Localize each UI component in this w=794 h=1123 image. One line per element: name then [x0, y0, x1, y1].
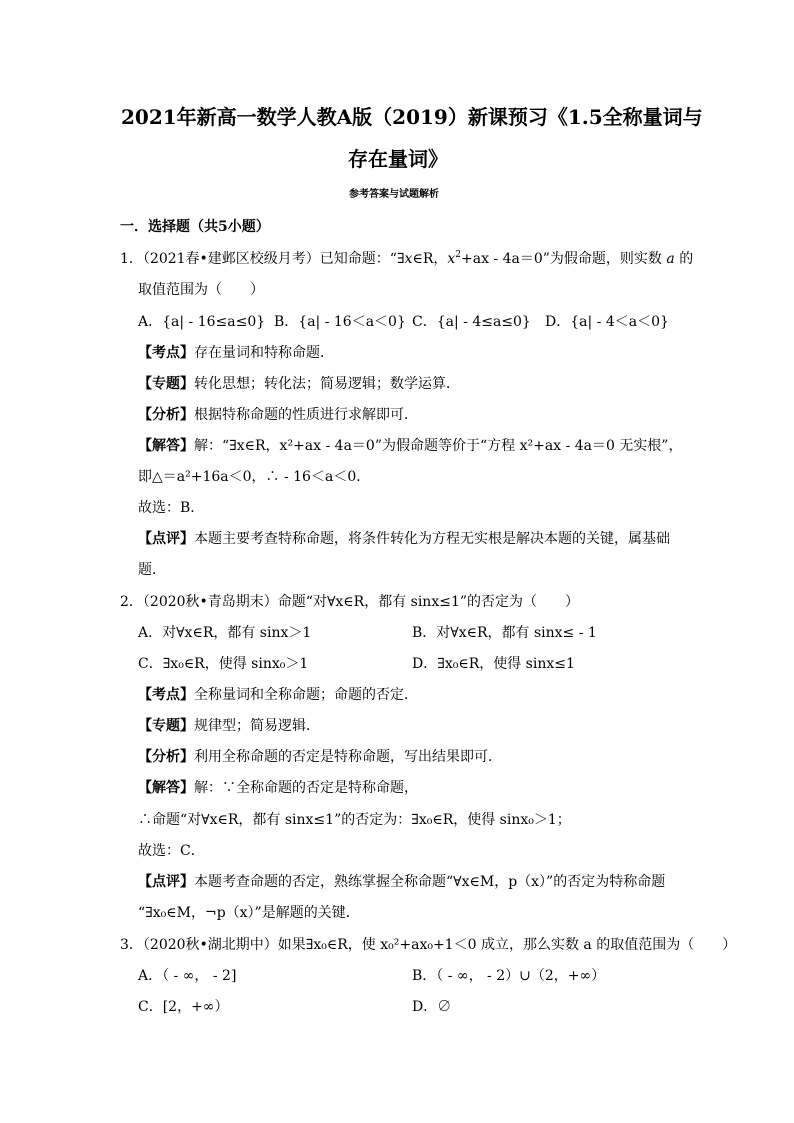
- q1-option-c: C．{a| - 4≤a≤0}: [412, 314, 531, 330]
- q1-fenxi: [138, 405, 418, 425]
- q1-stem-mid: ∈R，: [412, 251, 448, 267]
- q2-answer: 故选：C．: [138, 843, 205, 859]
- q2-jieda-line1: 解：∵全称命题的否定是特称命题，: [194, 780, 418, 796]
- q1-kaodian: [138, 343, 334, 363]
- q2-zhuanti: [138, 716, 320, 736]
- q3-option-d: D．∅: [412, 999, 452, 1015]
- q2-fenxi: [138, 747, 502, 767]
- q2-zhuanti-text: 规律型；简易逻辑．: [194, 718, 320, 734]
- q1-stem-prefix: 1．（2021春•建邺区校级月考）已知命题：“∃: [120, 251, 405, 267]
- q2-stem: 2．（2020秋•青岛期末）命题“对∀x∈R，都有 sinx≤1”的否定为（ ）: [120, 594, 580, 610]
- q1-zhuanti-text: 转化思想；转化法；简易逻辑；数学运算．: [194, 376, 460, 392]
- label-zhuanti-2: 【专题】: [138, 718, 194, 734]
- q1-stem-end: 的: [679, 251, 694, 267]
- label-dianping-2: 【点评】: [138, 874, 194, 890]
- title-line-1: 2021年新高一数学人教A版（2019）新课预习《1.5全称量词与: [121, 105, 703, 129]
- q1-stem-line1: 1．（2021春•建邺区校级月考）已知命题：“∃x∈R，$x^2+ax - 4a=0$”为假命题，则实数 a 的: [120, 250, 694, 267]
- q2-fenxi-text: 利用全称命题的否定是特称命题，写出结果即可．: [194, 749, 502, 765]
- q2-kaodian: [138, 685, 418, 705]
- label-fenxi-2: 【分析】: [138, 749, 194, 765]
- label-zhuanti: 【专题】: [138, 376, 194, 392]
- label-dianping: 【点评】: [138, 531, 194, 547]
- q3-option-a: A．（ - ∞， - 2]: [138, 968, 237, 984]
- label-jieda: 【解答】: [138, 438, 194, 454]
- q1-fenxi-text: 根据特称命题的性质进行求解即可．: [194, 407, 418, 423]
- q1-dianping-line1: 本题主要考查特称命题，将条件转化为方程无实根是解决本题的关键，属基础: [194, 531, 670, 547]
- label-kaodian-2: 【考点】: [138, 687, 194, 703]
- q3-stem: 3．（2020秋•湖北期中）如果∃x₀∈R，使 x₀²+ax₀+1＜0 成立，那么实数 a 的取值范围为（ ）: [120, 937, 737, 953]
- q1-stem-line2: 取值范围为（ ）: [138, 282, 264, 298]
- label-jieda-2: 【解答】: [138, 780, 194, 796]
- q2-dianping-line2: “∃x₀∈M，¬p（x）”是解题的关键．: [138, 905, 360, 921]
- q2-jieda-line2: ∴命题“对∀x∈R，都有 sinx≤1”的否定为：∃x₀∈R，使得 sinx₀＞1；: [138, 812, 571, 828]
- q1-stem-eq: +ax - 4a＝0”为假命题，则实数: [461, 251, 662, 267]
- q1-option-b: B．{a| - 16＜a＜0}: [274, 314, 406, 330]
- q2-jieda: [138, 778, 418, 798]
- q1-jieda-line1: 解：“∃x∈R，x²+ax - 4a＝0”为假命题等价于“方程 x²+ax - 4a＝0 无实根”，: [194, 438, 683, 454]
- q2-kaodian-text: 全称量词和全称命题；命题的否定．: [194, 687, 418, 703]
- q2-dianping-line1: 本题考查命题的否定，熟练掌握全称命题“∀x∈M，p（x）”的否定为特称命题: [194, 874, 666, 890]
- q1-kaodian-text: 存在量词和特称命题．: [194, 345, 334, 361]
- section-heading: 一．选择题（共5小题）: [120, 219, 270, 235]
- q1-dianping: [138, 529, 670, 549]
- q2-option-d: D．∃x₀∈R，使得 sinx≤1: [412, 656, 575, 672]
- label-fenxi: 【分析】: [138, 407, 194, 423]
- q1-option-a: A．{a| - 16≤a≤0}: [138, 314, 266, 330]
- q2-option-c: C．∃x₀∈R，使得 sinx₀＞1: [138, 656, 309, 672]
- q1-zhuanti: [138, 374, 460, 394]
- subtitle: 参考答案与试题解析: [349, 189, 439, 200]
- q3-option-b: B．（ - ∞， - 2）∪（2，+∞）: [412, 968, 606, 984]
- q1-option-d: D．{a| - 4＜a＜0}: [545, 314, 669, 330]
- q3-option-c: C．[2，+∞）: [138, 999, 229, 1015]
- q2-option-b: B．对∀x∈R，都有 sinx≤ - 1: [412, 625, 597, 641]
- q1-dianping-line2: 题．: [138, 562, 166, 578]
- title-line-2: 存在量词》: [348, 147, 448, 171]
- q2-option-a: A．对∀x∈R，都有 sinx＞1: [138, 625, 312, 641]
- q1-jieda: [138, 436, 682, 456]
- q2-dianping: [138, 872, 665, 892]
- q1-answer: 故选：B．: [138, 500, 205, 516]
- q1-jieda-line2: 即△＝a²+16a＜0，∴ - 16＜a＜0．: [138, 469, 371, 485]
- label-kaodian: 【考点】: [138, 345, 194, 361]
